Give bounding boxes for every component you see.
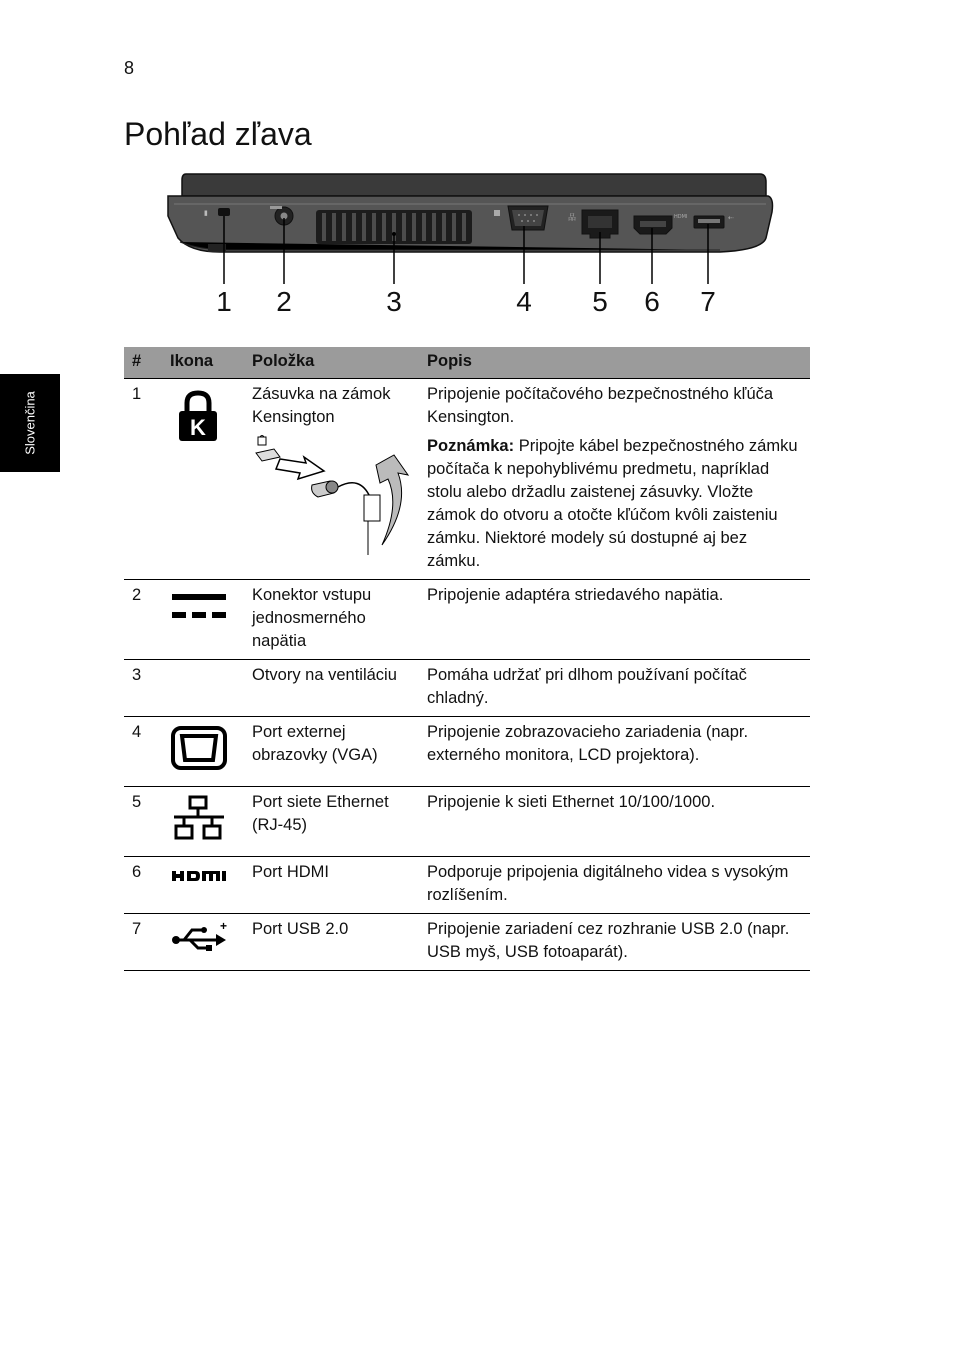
row-number: 2	[124, 580, 162, 660]
header-description: Popis	[419, 347, 810, 379]
svg-text:品: 品	[568, 213, 576, 222]
usb-icon	[170, 920, 230, 954]
callout-4: 4	[516, 286, 532, 317]
row-item: Port siete Ethernet (RJ-45)	[244, 787, 419, 857]
table-row	[124, 580, 810, 660]
row-description-cell	[419, 379, 810, 580]
row-icon-cell	[162, 379, 244, 580]
laptop-left-side-illustration	[160, 168, 780, 328]
callout-5: 5	[592, 286, 608, 317]
ethernet-network-icon	[170, 795, 228, 843]
row-number: 1	[124, 379, 162, 580]
row-icon-cell	[162, 580, 244, 660]
callout-6: 6	[644, 286, 660, 317]
callout-2: 2	[276, 286, 292, 317]
row-icon-cell	[162, 787, 244, 857]
row-icon-cell	[162, 717, 244, 787]
hdmi-logo-icon	[170, 865, 230, 887]
row-description: Podporuje pripojenia digitálneho videa s vysokým rozlíšením.	[419, 857, 810, 914]
note-text: Pripojte kábel bezpečnostného zámku počítača k nepohyblivému predmetu, napríklad stolu alebo držadlu zaistenej zásuvky. Vložte zámok do otvoru a otočte kľúčom kvôli zaisteniu zámku. Niektoré modely sú dostupné aj bez zámku.	[427, 437, 798, 570]
row-note	[427, 435, 802, 573]
side-tab-label: Slovenčina	[22, 391, 38, 455]
lock-installation-illustration	[252, 435, 412, 557]
row-description: Pomáha udržať pri dlhom používaní počítač chladný.	[419, 660, 810, 717]
row-item: Zásuvka na zámok Kensington	[252, 385, 391, 426]
kensington-lock-icon	[173, 387, 223, 447]
row-icon-cell	[162, 857, 244, 914]
language-side-tab	[0, 374, 60, 472]
table-row	[124, 717, 810, 787]
row-icon-cell	[162, 914, 244, 971]
row-number: 3	[124, 660, 162, 717]
header-number: #	[124, 347, 162, 379]
ports-table	[124, 347, 810, 971]
table-row	[124, 787, 810, 857]
row-item: Otvory na ventiláciu	[244, 660, 419, 717]
svg-text:K: K	[190, 415, 206, 440]
row-description: Pripojenie počítačového bezpečnostného kľúča Kensington.	[427, 385, 774, 426]
svg-text:⇠: ⇠	[728, 214, 734, 222]
row-number: 5	[124, 787, 162, 857]
table-header-row	[124, 347, 810, 379]
row-icon-cell	[162, 660, 244, 717]
row-description: Pripojenie k sieti Ethernet 10/100/1000.	[419, 787, 810, 857]
svg-text:+: +	[220, 920, 228, 933]
callout-1: 1	[216, 286, 232, 317]
row-item-cell	[244, 379, 419, 580]
row-item: Port HDMI	[244, 857, 419, 914]
svg-text:HDMI: HDMI	[674, 214, 688, 220]
callout-7: 7	[700, 286, 716, 317]
table-row	[124, 379, 810, 580]
row-number: 4	[124, 717, 162, 787]
row-item: Port USB 2.0	[244, 914, 419, 971]
table-row	[124, 914, 810, 971]
header-item: Položka	[244, 347, 419, 379]
row-description: Pripojenie adaptéra striedavého napätia.	[419, 580, 810, 660]
dc-in-icon	[170, 590, 228, 624]
vga-port-icon	[170, 725, 228, 771]
svg-text:▮: ▮	[204, 209, 208, 217]
row-description: Pripojenie zariadení cez rozhranie USB 2.0 (napr. USB myš, USB fotoaparát).	[419, 914, 810, 971]
row-item: Port externej obrazovky (VGA)	[244, 717, 419, 787]
table-row	[124, 857, 810, 914]
callout-3: 3	[386, 286, 402, 317]
note-label: Poznámka:	[427, 437, 515, 455]
row-description: Pripojenie zobrazovacieho zariadenia (napr. externého monitora, LCD projektora).	[419, 717, 810, 787]
table-row	[124, 660, 810, 717]
row-number: 7	[124, 914, 162, 971]
page-number: 8	[124, 58, 135, 78]
row-number: 6	[124, 857, 162, 914]
page-title: Pohľad zľava	[124, 116, 312, 152]
row-item: Konektor vstupu jednosmerného napätia	[244, 580, 419, 660]
header-icon: Ikona	[162, 347, 244, 379]
